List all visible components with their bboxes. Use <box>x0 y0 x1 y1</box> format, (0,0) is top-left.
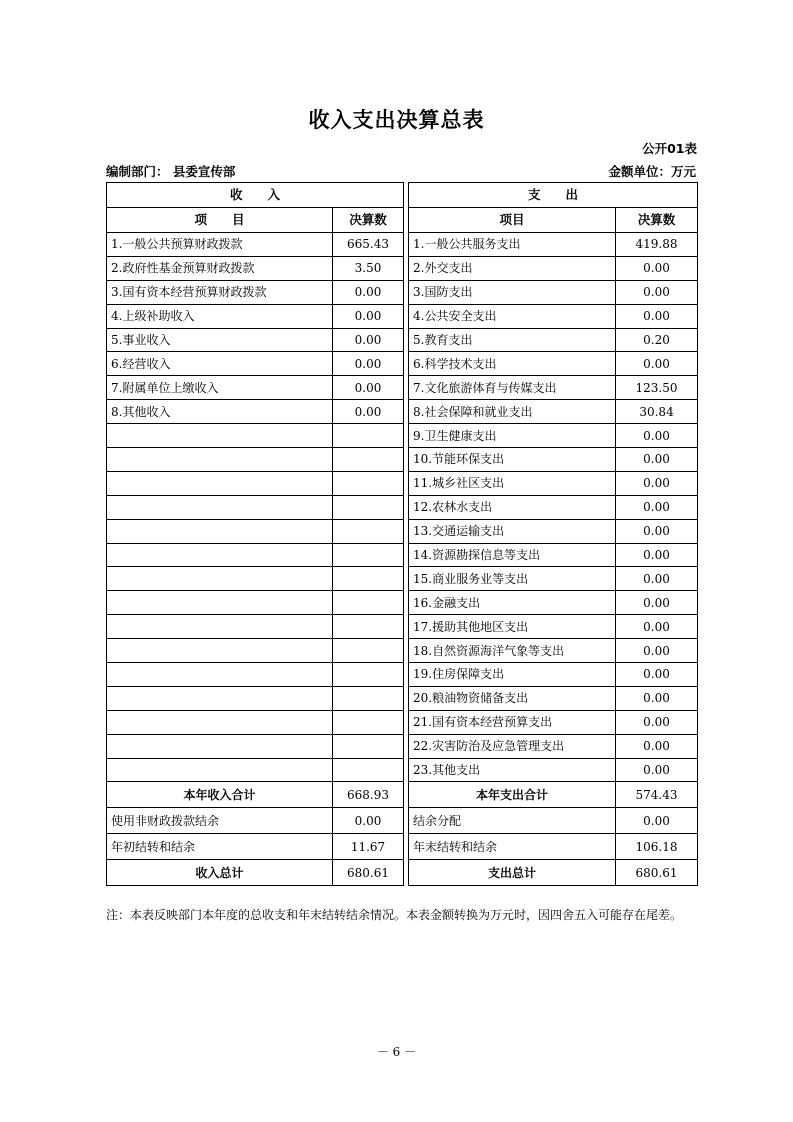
section-header-row <box>107 183 698 208</box>
income-item-cell: 4.上级补助收入 <box>107 304 333 328</box>
income-amount-cell <box>333 686 404 710</box>
expense-item-cell: 12.农林水支出 <box>409 495 616 519</box>
income-item-cell: 6.经营收入 <box>107 352 333 376</box>
table-row <box>107 591 698 615</box>
income-amount-cell <box>333 591 404 615</box>
table-row <box>107 448 698 472</box>
expense-item-cell: 19.住房保障支出 <box>409 663 616 687</box>
expense-amount-cell: 0.00 <box>616 686 698 710</box>
table-row <box>107 424 698 448</box>
expense-amount-cell: 0.00 <box>616 352 698 376</box>
expense-item-cell: 13.交通运输支出 <box>409 519 616 543</box>
expense-item-cell: 10.节能环保支出 <box>409 448 616 472</box>
income-header: 收 入 <box>107 183 404 208</box>
summary-income-amount: 0.00 <box>333 808 404 834</box>
expense-item-cell: 14.资源勘探信息等支出 <box>409 543 616 567</box>
expense-item-cell: 18.自然资源海洋气象等支出 <box>409 639 616 663</box>
income-item-cell <box>107 519 333 543</box>
expense-item-cell: 16.金融支出 <box>409 591 616 615</box>
expense-amount-cell: 0.00 <box>616 495 698 519</box>
expense-amount-cell: 0.00 <box>616 519 698 543</box>
expense-amount-cell: 0.00 <box>616 448 698 472</box>
expense-amount-cell: 30.84 <box>616 400 698 424</box>
page-title: 收入支出决算总表 <box>308 108 485 132</box>
table-row <box>107 519 698 543</box>
amount-unit-label: 金额单位：万元 <box>608 164 696 179</box>
expense-amount-cell: 0.00 <box>616 304 698 328</box>
summary-row <box>107 808 698 834</box>
table-row <box>107 495 698 519</box>
expense-item-cell: 20.粮油物资储备支出 <box>409 686 616 710</box>
table-row <box>107 328 698 352</box>
income-item-cell <box>107 710 333 734</box>
income-amount-cell: 0.00 <box>333 304 404 328</box>
income-item-cell <box>107 471 333 495</box>
summary-expense-amount: 680.61 <box>616 860 698 886</box>
expense-item-cell: 17.援助其他地区支出 <box>409 615 616 639</box>
expense-amount-cell: 0.00 <box>616 734 698 758</box>
summary-income-amount: 680.61 <box>333 860 404 886</box>
expense-amount-cell: 0.00 <box>616 256 698 280</box>
income-amount-cell: 665.43 <box>333 233 404 257</box>
income-item-cell: 2.政府性基金预算财政拨款 <box>107 256 333 280</box>
expense-amount-cell: 0.00 <box>616 710 698 734</box>
expense-amount-cell: 0.00 <box>616 615 698 639</box>
expense-item-cell: 8.社会保障和就业支出 <box>409 400 616 424</box>
expense-item-cell: 23.其他支出 <box>409 758 616 782</box>
table-row <box>107 758 698 782</box>
income-item-cell <box>107 639 333 663</box>
expense-item-cell: 15.商业服务业等支出 <box>409 567 616 591</box>
income-amount-cell: 0.00 <box>333 400 404 424</box>
income-item-header: 项 目 <box>107 208 333 233</box>
summary-income-label: 本年收入合计 <box>107 782 333 808</box>
table-row <box>107 615 698 639</box>
expense-amount-cell: 0.00 <box>616 543 698 567</box>
income-amount-cell <box>333 663 404 687</box>
expense-amount-cell: 0.00 <box>616 567 698 591</box>
income-item-cell <box>107 686 333 710</box>
income-item-cell: 1.一般公共预算财政拨款 <box>107 233 333 257</box>
table-row <box>107 710 698 734</box>
income-item-cell: 3.国有资本经营预算财政拨款 <box>107 280 333 304</box>
table-row <box>107 543 698 567</box>
table-row <box>107 352 698 376</box>
income-item-cell <box>107 567 333 591</box>
income-amount-cell <box>333 710 404 734</box>
table-row <box>107 639 698 663</box>
table-row <box>107 471 698 495</box>
income-amount-cell <box>333 615 404 639</box>
table-row <box>107 233 698 257</box>
income-amount-cell <box>333 543 404 567</box>
table-row <box>107 280 698 304</box>
income-amount-cell <box>333 734 404 758</box>
table-meta <box>106 162 696 180</box>
summary-row <box>107 782 698 808</box>
expense-item-cell: 3.国防支出 <box>409 280 616 304</box>
income-item-cell: 8.其他收入 <box>107 400 333 424</box>
table-row <box>107 567 698 591</box>
income-item-cell <box>107 591 333 615</box>
income-item-cell: 5.事业收入 <box>107 328 333 352</box>
income-amount-cell <box>333 424 404 448</box>
expense-amount-cell: 0.00 <box>616 471 698 495</box>
summary-expense-amount: 106.18 <box>616 834 698 860</box>
summary-expense-label: 年末结转和结余 <box>409 834 616 860</box>
page-number: － 6 － <box>376 1045 417 1059</box>
expense-item-cell: 1.一般公共服务支出 <box>409 233 616 257</box>
table-row <box>107 304 698 328</box>
income-amount-cell: 0.00 <box>333 328 404 352</box>
table-row <box>107 663 698 687</box>
table-note: 注：本表反映部门本年度的总收支和年末结转结余情况。本表金额转换为万元时，因四舍五入可能存在尾差。 <box>106 908 683 922</box>
form-number: 公开01表 <box>642 141 697 156</box>
expense-amount-cell: 123.50 <box>616 376 698 400</box>
income-item-cell <box>107 448 333 472</box>
table-row <box>107 734 698 758</box>
income-amount-header: 决算数 <box>333 208 404 233</box>
summary-row <box>107 834 698 860</box>
income-amount-cell <box>333 758 404 782</box>
expense-item-cell: 5.教育支出 <box>409 328 616 352</box>
table-row <box>107 256 698 280</box>
expense-amount-cell: 0.00 <box>616 280 698 304</box>
expense-header: 支 出 <box>409 183 698 208</box>
summary-expense-amount: 0.00 <box>616 808 698 834</box>
summary-row <box>107 860 698 886</box>
summary-income-amount: 11.67 <box>333 834 404 860</box>
income-amount-cell <box>333 639 404 663</box>
expense-amount-cell: 0.00 <box>616 663 698 687</box>
table-row <box>107 376 698 400</box>
income-amount-cell: 0.00 <box>333 376 404 400</box>
summary-income-amount: 668.93 <box>333 782 404 808</box>
income-item-cell <box>107 663 333 687</box>
expense-item-cell: 22.灾害防治及应急管理支出 <box>409 734 616 758</box>
expense-item-cell: 11.城乡社区支出 <box>409 471 616 495</box>
income-item-cell <box>107 734 333 758</box>
summary-expense-label: 支出总计 <box>409 860 616 886</box>
expense-amount-header: 决算数 <box>616 208 698 233</box>
expense-amount-cell: 0.00 <box>616 424 698 448</box>
expense-amount-cell: 0.00 <box>616 639 698 663</box>
summary-expense-label: 结余分配 <box>409 808 616 834</box>
expense-item-header: 项目 <box>409 208 616 233</box>
table-row <box>107 400 698 424</box>
expense-item-cell: 21.国有资本经营预算支出 <box>409 710 616 734</box>
column-header-row <box>107 208 698 233</box>
expense-amount-cell: 0.00 <box>616 591 698 615</box>
expense-item-cell: 9.卫生健康支出 <box>409 424 616 448</box>
summary-income-label: 年初结转和结余 <box>107 834 333 860</box>
expense-item-cell: 4.公共安全支出 <box>409 304 616 328</box>
summary-expense-amount: 574.43 <box>616 782 698 808</box>
income-amount-cell <box>333 567 404 591</box>
income-item-cell <box>107 758 333 782</box>
expense-item-cell: 2.外交支出 <box>409 256 616 280</box>
income-item-cell <box>107 424 333 448</box>
income-amount-cell <box>333 495 404 519</box>
income-amount-cell: 0.00 <box>333 280 404 304</box>
income-item-cell <box>107 615 333 639</box>
income-amount-cell <box>333 519 404 543</box>
department-label: 编制部门： 县委宣传部 <box>106 164 236 179</box>
summary-income-label: 收入总计 <box>107 860 333 886</box>
income-item-cell: 7.附属单位上缴收入 <box>107 376 333 400</box>
expense-item-cell: 7.文化旅游体育与传媒支出 <box>409 376 616 400</box>
summary-income-label: 使用非财政拨款结余 <box>107 808 333 834</box>
income-amount-cell <box>333 448 404 472</box>
income-expense-table <box>106 182 698 886</box>
expense-amount-cell: 0.00 <box>616 758 698 782</box>
income-item-cell <box>107 543 333 567</box>
income-amount-cell: 0.00 <box>333 352 404 376</box>
income-amount-cell <box>333 471 404 495</box>
expense-item-cell: 6.科学技术支出 <box>409 352 616 376</box>
summary-expense-label: 本年支出合计 <box>409 782 616 808</box>
table-row <box>107 686 698 710</box>
income-amount-cell: 3.50 <box>333 256 404 280</box>
expense-amount-cell: 419.88 <box>616 233 698 257</box>
expense-amount-cell: 0.20 <box>616 328 698 352</box>
income-item-cell <box>107 495 333 519</box>
